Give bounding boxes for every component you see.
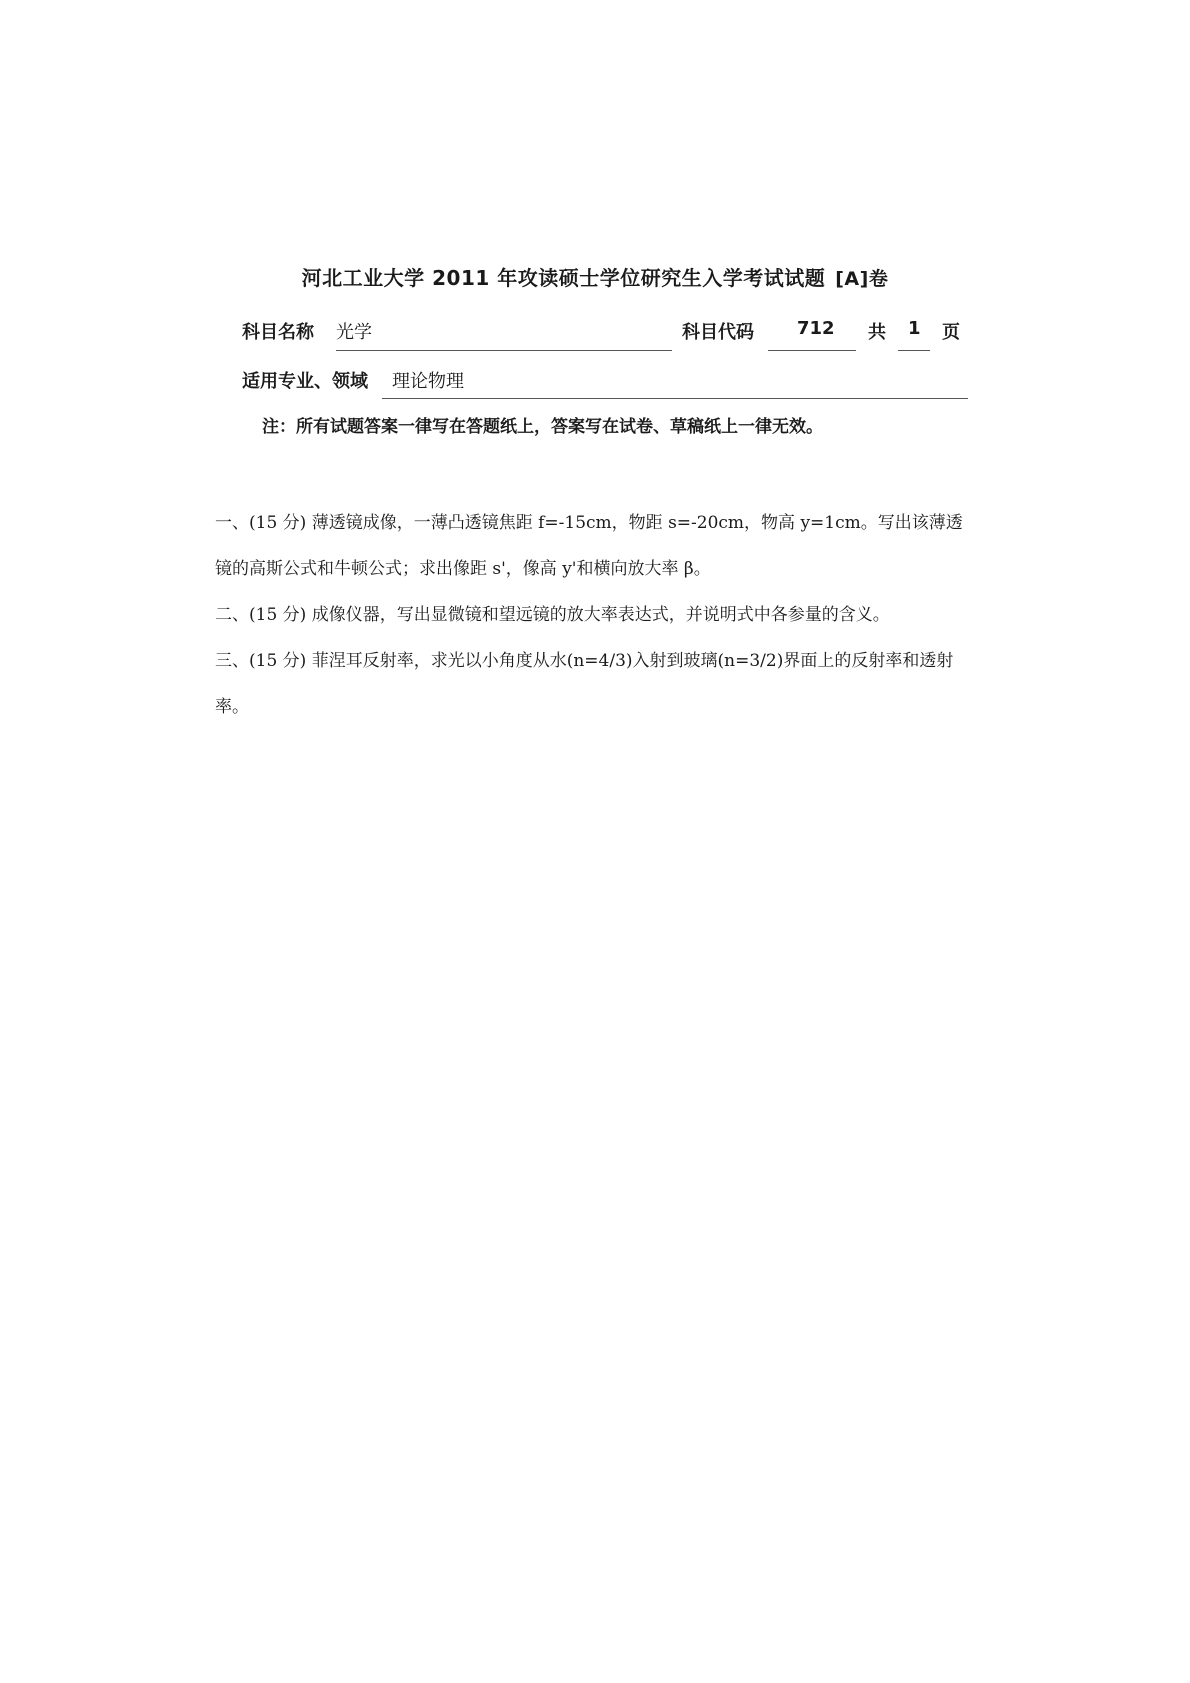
subject-name-underline [336, 350, 672, 351]
subject-code-label: 科目代码 [682, 322, 754, 343]
exam-note: 注：所有试题答案一律写在答题纸上，答案写在试卷、草稿纸上一律无效。 [262, 417, 823, 437]
pages-prefix: 共 [868, 322, 886, 343]
subject-code-value: 712 [797, 318, 835, 339]
subject-name-value: 光学 [336, 322, 372, 343]
exam-title [0, 262, 1190, 291]
subject-name-label: 科目名称 [242, 322, 314, 343]
question-1: 一、(15 分) 薄透镜成像，一薄凸透镜焦距 f=-15cm，物距 s=-20cm，物高 y=1cm。写出该薄透镜的高斯公式和牛顿公式；求出像距 s'，像高 y'和横向放大率 β。 [215, 513, 963, 579]
major-underline [382, 398, 968, 399]
question-2: 二、(15 分) 成像仪器，写出显微镜和望远镜的放大率表达式，并说明式中各参量的含义。 [215, 605, 890, 625]
exam-title-text: 河北工业大学 2011 年攻读硕士学位研究生入学考试试题 [301, 266, 826, 290]
question-3: 三、(15 分) 菲涅耳反射率，求光以小角度从水(n=4/3)入射到玻璃(n=3/2)界面上的反射率和透射率。 [215, 651, 954, 717]
major-label: 适用专业、领域 [242, 371, 368, 392]
pages-underline [898, 350, 930, 351]
pages-suffix: 页 [942, 322, 960, 343]
paper-version: [A]卷 [835, 268, 889, 290]
subject-code-underline [768, 350, 856, 351]
pages-value: 1 [908, 318, 921, 339]
major-value: 理论物理 [392, 371, 464, 392]
